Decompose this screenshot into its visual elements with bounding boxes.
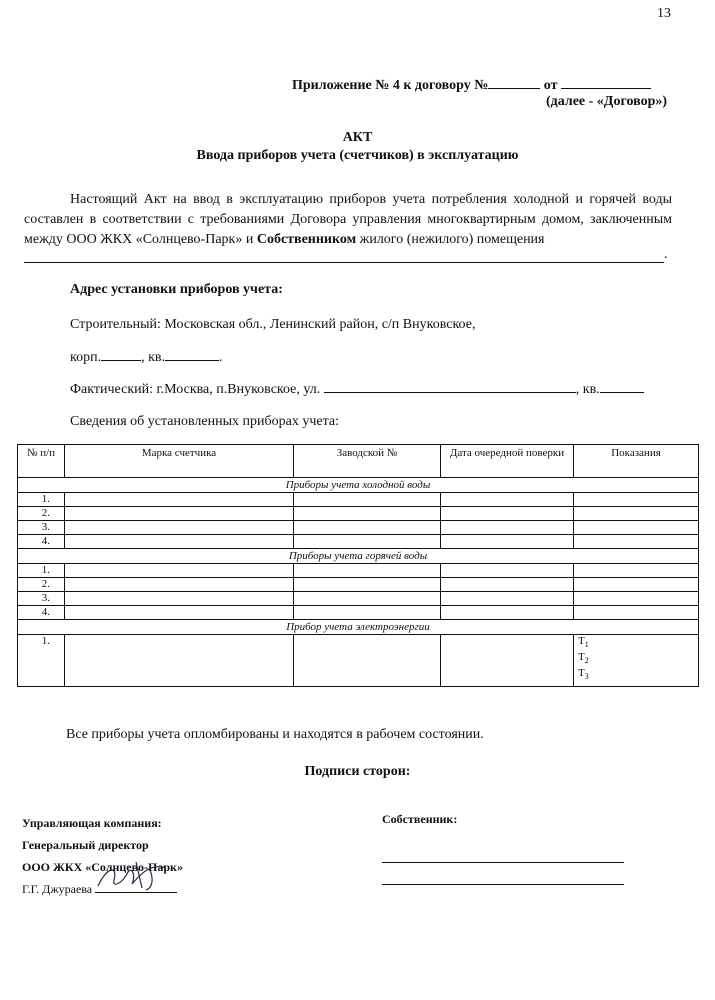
table-row (18, 521, 699, 535)
verification-cell[interactable] (441, 578, 574, 592)
director-title: Генеральный директор (22, 838, 149, 852)
page-number: 13 (657, 6, 671, 21)
act-subtitle: Ввода приборов учета (счетчиков) в эксплуатацию (196, 148, 519, 163)
kv-end: . (219, 350, 223, 365)
verification-cell[interactable] (441, 606, 574, 620)
readings-cell[interactable] (574, 535, 699, 549)
verification-cell[interactable] (441, 493, 574, 507)
premises-blank-line (24, 262, 664, 263)
actual-address-label: Фактический: г.Москва, п.Внуковское, ул. (70, 382, 321, 397)
section-title-hot: Приборы учета горячей воды (18, 549, 699, 564)
table-row (18, 535, 699, 549)
street-blank (324, 380, 576, 393)
readings-cell[interactable] (574, 507, 699, 521)
table-row (18, 493, 699, 507)
section-row-cold (18, 478, 699, 493)
intro-owner-bold: Собственником (256, 232, 357, 247)
row-number: 2. (18, 578, 65, 592)
intro-end: . (664, 247, 668, 262)
intro-paragraph (24, 190, 672, 250)
row-number: 4. (18, 535, 65, 549)
brand-cell[interactable] (65, 635, 294, 687)
brand-cell[interactable] (65, 564, 294, 578)
serial-cell[interactable] (294, 592, 441, 606)
readings-cell[interactable] (574, 578, 699, 592)
korp-blank (101, 348, 141, 361)
director-name: Г.Г. Джураева (22, 882, 93, 896)
readings-cell[interactable] (574, 592, 699, 606)
brand-cell[interactable] (65, 606, 294, 620)
verification-cell[interactable] (441, 592, 574, 606)
row-number: 1. (18, 635, 65, 687)
intro-text-2: жилого (нежилого) помещения (356, 232, 545, 247)
col-header-readings: Показания (574, 445, 699, 478)
serial-cell[interactable] (294, 564, 441, 578)
readings-cell[interactable] (574, 493, 699, 507)
table-row (18, 507, 699, 521)
row-number: 3. (18, 521, 65, 535)
readings-cell[interactable] (574, 564, 699, 578)
meters-table (17, 444, 699, 687)
kv-label: , кв. (141, 350, 166, 365)
director-signature-scribble (92, 858, 172, 894)
col-header-number: № п/п (18, 445, 65, 478)
owner-label: Собственник: (382, 812, 458, 826)
serial-cell[interactable] (294, 535, 441, 549)
brand-cell[interactable] (65, 521, 294, 535)
brand-cell[interactable] (65, 592, 294, 606)
readings-cell[interactable] (574, 635, 699, 687)
address-construction: Строительный: Московская обл., Ленинский район, с/п Внуковское, (70, 317, 476, 332)
kv-blank (165, 348, 219, 361)
col-header-serial: Заводской № (294, 445, 441, 478)
serial-cell[interactable] (294, 635, 441, 687)
brand-cell[interactable] (65, 493, 294, 507)
address-heading: Адрес установки приборов учета: (70, 282, 283, 297)
tariff-t3: $T_3$ (578, 667, 589, 682)
row-number: 1. (18, 493, 65, 507)
contract-date-blank (561, 76, 651, 89)
company-name: ООО ЖКХ «Солнцево-Парк» (22, 860, 183, 874)
section-title-electric: Прибор учета электроэнергии (18, 620, 699, 635)
owner-sign-line-1[interactable] (382, 862, 624, 863)
table-row (18, 606, 699, 620)
serial-cell[interactable] (294, 493, 441, 507)
serial-cell[interactable] (294, 507, 441, 521)
section-title-cold: Приборы учета холодной воды (18, 478, 699, 493)
company-label: Управляющая компания: (22, 816, 162, 830)
serial-cell[interactable] (294, 521, 441, 535)
contract-number-blank (488, 76, 540, 89)
intro-text-1: Настоящий Акт на ввод в эксплуатацию приборов учета потребления холодной и горячей воды составлен в соответствии с требованиями Договора управления многоквартирным домом, заключенным между ООО ЖКХ «Солнцево-Парк» и (24, 192, 672, 247)
appendix-prefix: Приложение № 4 к договору № (292, 78, 489, 93)
table-row (18, 578, 699, 592)
brand-cell[interactable] (65, 507, 294, 521)
readings-cell[interactable] (574, 606, 699, 620)
row-number: 1. (18, 564, 65, 578)
appendix-from: от (543, 78, 558, 93)
row-number: 3. (18, 592, 65, 606)
col-header-brand: Марка счетчика (65, 445, 294, 478)
serial-cell[interactable] (294, 606, 441, 620)
actual-kv-blank (600, 380, 644, 393)
korp-label: корп. (70, 350, 102, 365)
actual-address-line (70, 380, 644, 398)
verification-cell[interactable] (441, 564, 574, 578)
verification-cell[interactable] (441, 535, 574, 549)
col-header-verification: Дата очередной поверки (441, 445, 574, 478)
table-row (18, 592, 699, 606)
actual-kv-label: , кв. (575, 382, 600, 397)
row-number: 4. (18, 606, 65, 620)
tariff-t2: $T_2$ (578, 651, 589, 666)
brand-cell[interactable] (65, 578, 294, 592)
signatures-heading: Подписи сторон: (304, 764, 411, 779)
tariff-t1: $T_1$ (578, 635, 589, 650)
verification-cell[interactable] (441, 507, 574, 521)
serial-cell[interactable] (294, 578, 441, 592)
row-number: 2. (18, 507, 65, 521)
readings-cell[interactable] (574, 521, 699, 535)
section-row-hot (18, 549, 699, 564)
act-title: АКТ (342, 130, 373, 145)
brand-cell[interactable] (65, 535, 294, 549)
appendix-suffix: (далее - «Договор») (546, 94, 668, 109)
table-row (18, 635, 699, 687)
table-header-row (18, 445, 699, 478)
sealed-note: Все приборы учета опломбированы и находятся в рабочем состоянии. (66, 727, 484, 742)
korp-kv-line (70, 348, 223, 366)
verification-cell[interactable] (441, 635, 574, 687)
section-row-electric (18, 620, 699, 635)
owner-sign-line-2[interactable] (382, 884, 624, 885)
verification-cell[interactable] (441, 521, 574, 535)
table-row (18, 564, 699, 578)
appendix-header (292, 76, 651, 94)
meters-caption: Сведения об установленных приборах учета: (70, 414, 339, 429)
